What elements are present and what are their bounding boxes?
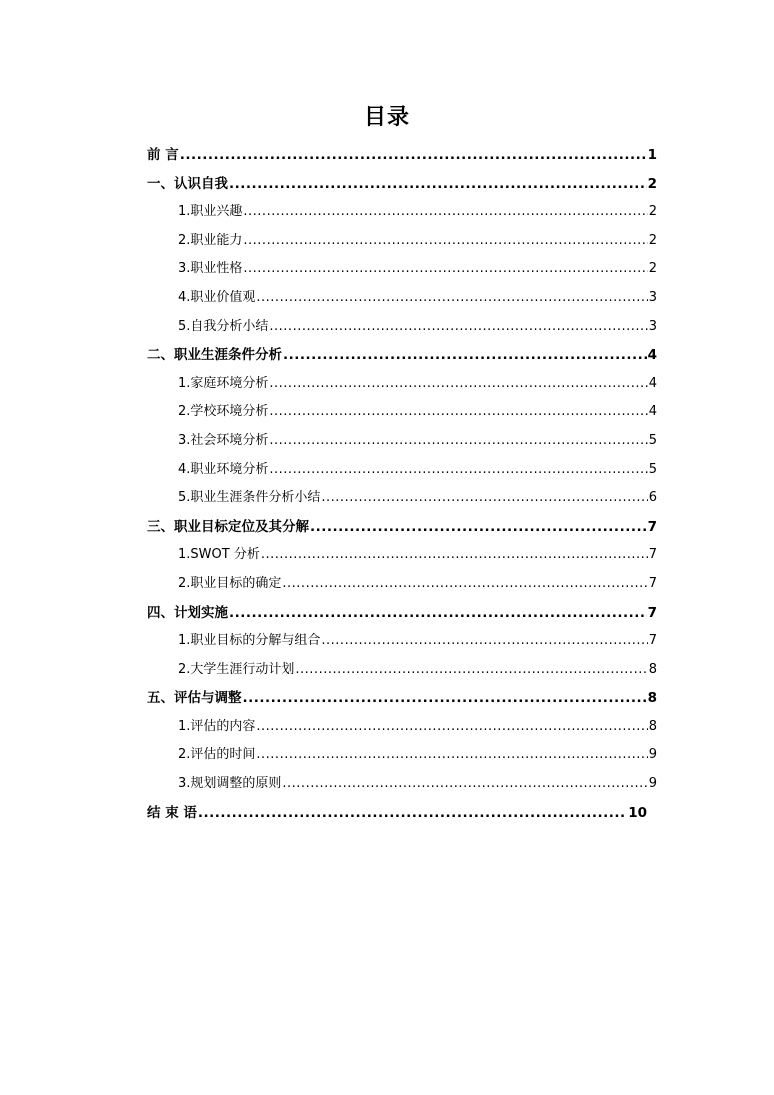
toc-section-entry[interactable]: [147, 198, 657, 227]
toc-entry-label: 2.职业能力: [178, 232, 243, 248]
toc-section-entry[interactable]: [147, 741, 657, 770]
toc-section-entry[interactable]: [147, 627, 657, 656]
toc-dot-leader: [282, 770, 647, 799]
toc-entry-label: 5.自我分析小结: [178, 318, 269, 334]
toc-chapter-entry[interactable]: [147, 599, 657, 628]
toc-page-number: 9: [648, 776, 657, 792]
toc-entry-label: 4.职业价值观: [178, 289, 256, 305]
toc-entry-label: 3.规划调整的原则: [178, 776, 282, 792]
toc-entry-label: 1.家庭环境分析: [178, 375, 269, 391]
toc-section-entry[interactable]: [147, 255, 657, 284]
toc-dot-leader: [310, 513, 647, 542]
toc-chapter-entry[interactable]: [147, 684, 657, 713]
toc-dot-leader: [243, 684, 647, 713]
toc-entry-label: 4.职业环境分析: [178, 461, 269, 477]
toc-page-number: 5: [648, 461, 657, 477]
toc-page-number: 3: [648, 318, 657, 334]
toc-dot-leader: [282, 570, 647, 599]
toc-dot-leader: [243, 255, 647, 284]
toc-dot-leader: [243, 198, 647, 227]
toc-dot-leader: [256, 284, 647, 313]
toc-entry-label: 3.职业性格: [178, 261, 243, 277]
toc-chapter-entry[interactable]: [147, 170, 657, 199]
toc-section-entry[interactable]: [147, 541, 657, 570]
toc-page-number: 2: [648, 232, 657, 248]
toc-page-number: 4: [648, 404, 657, 420]
toc-page-number: 4: [647, 347, 657, 364]
toc-entry-label: 二、职业生涯条件分析: [147, 347, 282, 364]
toc-page-number: 8: [648, 718, 657, 734]
toc-section-entry[interactable]: [147, 398, 657, 427]
toc-page-number: 10: [628, 804, 647, 821]
toc-page-number: 2: [648, 204, 657, 220]
toc-dot-leader: [198, 799, 627, 828]
toc-section-entry[interactable]: [147, 370, 657, 399]
toc-page-number: 7: [647, 604, 657, 621]
toc-section-entry[interactable]: [147, 427, 657, 456]
toc-entry-label: 1.职业目标的分解与组合: [178, 633, 321, 649]
toc-page-number: 4: [648, 375, 657, 391]
toc-dot-leader: [283, 341, 647, 370]
toc-dot-leader: [229, 599, 647, 628]
toc-entry-label: 一、认识自我: [147, 175, 228, 192]
toc-entry-label: 2.评估的时间: [178, 747, 256, 763]
toc-dot-leader: [321, 627, 647, 656]
toc-entry-label: 2.职业目标的确定: [178, 575, 282, 591]
toc-entry-label: 四、计划实施: [147, 604, 228, 621]
toc-dot-leader: [321, 484, 647, 513]
toc-section-entry[interactable]: [147, 713, 657, 742]
toc-dot-leader: [243, 227, 647, 256]
toc-dot-leader: [269, 427, 647, 456]
toc-dot-leader: [261, 541, 648, 570]
toc-chapter-entry[interactable]: [147, 341, 657, 370]
toc-page-number: 2: [647, 175, 657, 192]
toc-page-number: 2: [648, 261, 657, 277]
toc-section-entry[interactable]: [147, 484, 657, 513]
toc-page-number: 8: [648, 661, 657, 677]
toc-entry-label: 前 言: [147, 147, 179, 163]
toc-dot-leader: [269, 313, 647, 342]
toc-page-number: 9: [648, 747, 657, 763]
toc-entry-label: 2.大学生涯行动计划: [178, 661, 295, 677]
toc-page-number: 8: [647, 690, 657, 707]
toc-page-number: 6: [648, 490, 657, 506]
toc-entry-label: 2.学校环境分析: [178, 404, 269, 420]
toc-section-entry[interactable]: [147, 456, 657, 485]
toc-list: [147, 141, 657, 827]
toc-entry-label: 3.社会环境分析: [178, 432, 269, 448]
toc-chapter-entry[interactable]: [147, 513, 657, 542]
toc-page-number: 3: [648, 289, 657, 305]
toc-section-entry[interactable]: [147, 284, 657, 313]
toc-page-number: 7: [648, 633, 657, 649]
toc-dot-leader: [256, 713, 647, 742]
toc-entry-label: 5.职业生涯条件分析小结: [178, 490, 321, 506]
toc-section-entry[interactable]: [147, 227, 657, 256]
toc-entry-label: 五、评估与调整: [147, 690, 242, 707]
toc-page-number: 5: [648, 432, 657, 448]
toc-page-number: 7: [647, 518, 657, 535]
toc-entry-label: 1.职业兴趣: [178, 204, 243, 220]
toc-section-entry[interactable]: [147, 570, 657, 599]
toc-section-entry[interactable]: [147, 313, 657, 342]
toc-section-entry[interactable]: [147, 770, 657, 799]
toc-page-number: 7: [648, 547, 657, 563]
toc-dot-leader: [269, 456, 647, 485]
toc-chapter-entry[interactable]: [147, 141, 657, 170]
toc-dot-leader: [295, 656, 647, 685]
toc-dot-leader: [229, 170, 647, 199]
toc-title: 目录: [363, 105, 410, 130]
toc-section-entry[interactable]: [147, 656, 657, 685]
toc-entry-label: 1.评估的内容: [178, 718, 256, 734]
toc-entry-label: 结 束 语: [147, 804, 197, 821]
toc-chapter-entry[interactable]: [147, 799, 647, 828]
toc-page-number: 1: [647, 147, 657, 163]
toc-dot-leader: [180, 141, 647, 170]
toc-dot-leader: [256, 741, 647, 770]
toc-dot-leader: [269, 370, 647, 399]
toc-page-number: 7: [648, 575, 657, 591]
toc-entry-label: 1.SWOT 分析: [178, 547, 260, 563]
toc-dot-leader: [269, 398, 647, 427]
toc-entry-label: 三、职业目标定位及其分解: [147, 518, 309, 535]
